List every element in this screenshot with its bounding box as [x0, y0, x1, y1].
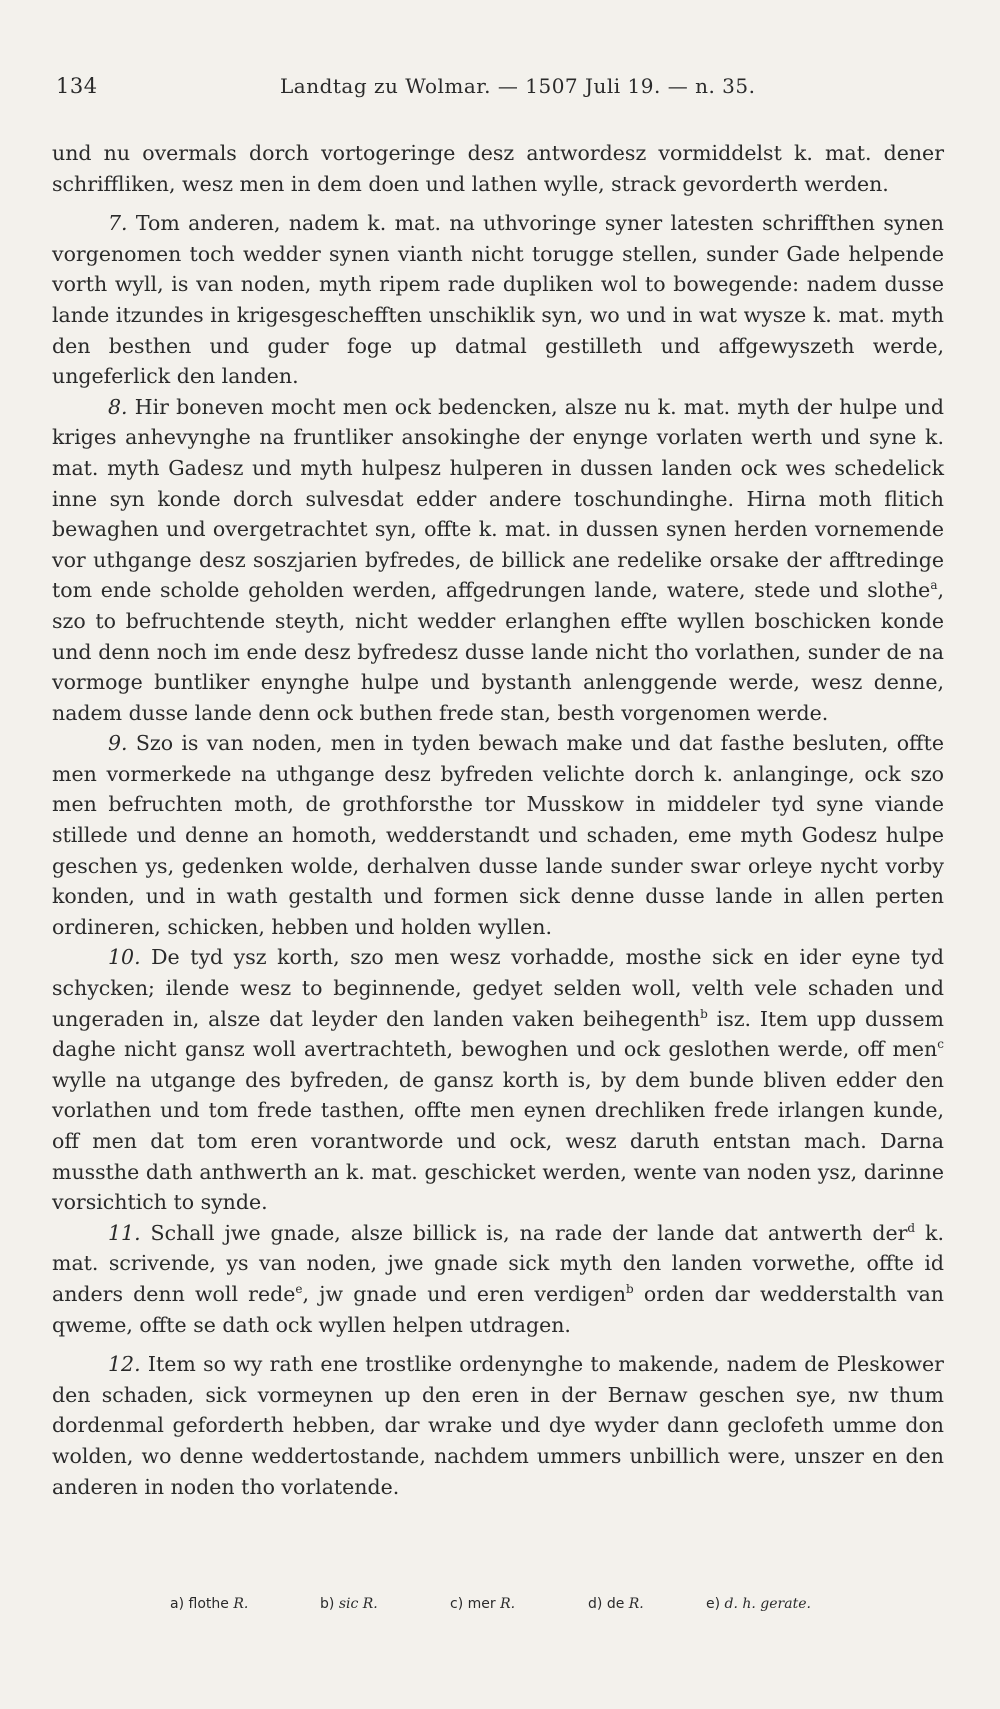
footnote-marker[interactable]: b — [626, 1282, 634, 1297]
paragraph-9: 9. Szo is van noden, men in tyden bewach make und dat fasthe besluten, offte men vormerkede na uthgange desz byfreden velichte dorch k. anlanginge, ock szo men befruchten moth, de grothforsthe tor Musskow in middeler tyd syne viande stillede und denne an homoth, wedderstandt und schaden, eme myth Godesz hulpe geschen ys, gedenken wolde, derhalven dusse lande sunder swar orleye nycht vorby konden, und in wath gestalth und formen sick denne dusse lande in allen perten ordineren, schicken, hebben und holden wyllen. — [52, 731, 944, 939]
footnote-e: e) d. h. gerate. — [706, 1596, 811, 1612]
footnote-marker[interactable]: d — [907, 1220, 916, 1235]
paragraph-number: 10. — [108, 945, 141, 970]
paragraph-number: 7. — [108, 211, 128, 236]
body-text — [52, 138, 944, 1502]
footnote-c: c) mer R. — [450, 1596, 516, 1612]
paragraph-7: 7. Tom anderen, nadem k. mat. na uthvoringe syner latesten schriffthen synen vorgenomen toch wedder synen vianth nicht torugge stellen, sunder Gade helpende vorth wyll, is van noden, myth ripem rade dupliken wol to bowegende: nadem dusse lande itzundes in krigesgeschefften unschiklik syn, wo und in wat wysze k. mat. myth den besthen und guder foge up datmal gestilleth und affgewyszeth werde, ungeferlick den landen. — [52, 211, 944, 389]
paragraph-number: 11. — [108, 1220, 141, 1245]
footnote-marker[interactable]: b — [700, 1006, 708, 1021]
page-header — [52, 74, 944, 108]
running-title: Landtag zu Wolmar. — 1507 Juli 19. — n. 35. — [280, 74, 756, 98]
footnote-marker[interactable]: e — [295, 1282, 303, 1297]
footnote-marker[interactable]: a — [930, 578, 938, 593]
paragraph-continuation: und nu overmals dorch vortogeringe desz antwordesz vormiddelst k. mat. dener schriffliken, wesz men in dem doen und lathen wylle, strack gevorderth werden. — [52, 141, 944, 196]
paragraph-11: 11. Schall jwe gnade, alsze billick is, na rade der lande dat antwerth der$^d$ k. mat. scrivende, ys van noden, jwe gnade sick myth den landen vorwethe, offte id anders denn woll rede$^e$, jw gnade und eren verdigen$^b$ orden dar wedderstalth van qweme, offte se dath ock wyllen helpen utdragen. — [52, 1220, 944, 1337]
footnote-d: d) de R. — [588, 1596, 644, 1612]
paragraph-number: 12. — [108, 1352, 141, 1377]
paragraph-number: 8. — [108, 394, 128, 419]
footnotes — [52, 1596, 944, 1620]
paragraph-number: 9. — [108, 731, 128, 756]
paragraph-8: 8. Hir boneven mocht men ock bedencken, alsze nu k. mat. myth der hulpe und kriges anhevynghe na fruntliker ansokinghe der enynge vorlaten werth und syne k. mat. myth Gadesz und myth hulpesz hulperen in dussen landen ock wes schedelick inne syn konde dorch sulvesdat edder andere toschundinghe. Hirna moth flitich bewaghen und overgetrachtet syn, offte k. mat. in dussen synen herden vornemende vor uthgange desz soszjarien byfredes, de billick ane redelike orsake der afftredinge tom ende scholde geholden werden, affgedrungen lande, watere, stede und slothe$^a$, szo to befruchtende steyth, nicht wedder erlanghen effte wyllen boschicken konde und denn noch im ende desz byfredesz dusse lande nicht tho vorlathen, sunder de na vormoge buntliker enynghe hulpe und bystanth anlenggende werde, wesz denne, nadem dusse lande denn ock buthen frede stan, besth vorgenomen werde. — [52, 394, 944, 725]
paragraph-12: 12. Item so wy rath ene trostlike ordenynghe to makende, nadem de Pleskower den schaden, sick vormeynen up den eren in der Bernaw geschen sye, nw thum dordenmal geforderth hebben, dar wrake und dye wyder dann geclofeth umme don wolden, wo denne weddertostande, nachdem ummers unbillich were, unszer en den anderen in noden tho vorlatende. — [52, 1352, 944, 1499]
document-page — [52, 0, 944, 1709]
paragraph-10: 10. De tyd ysz korth, szo men wesz vorhadde, mosthe sick en ider eyne tyd schycken; ilende wesz to beginnende, gedyet selden woll, velth vele schaden und ungeraden in, alsze dat leyder den landen vaken beihegenth$^b$ isz. Item upp dussem daghe nicht gansz woll avertrachteth, bewoghen und ock geslothen werde, off men$^c$ wylle na utgange des byfreden, de gansz korth is, by dem bunde bliven edder den vorlathen und tom frede tasthen, offte men eynen drechliken frede irlangen kunde, off men dat tom eren vorantworde und ock, wesz daruth entstan mach. Darna mussthe dath anthwerth an k. mat. geschicket werden, wente van noden ysz, darinne vorsichtich to synde. — [52, 945, 944, 1215]
footnote-b: b) sic R. — [320, 1596, 378, 1612]
footnote-marker[interactable]: c — [937, 1037, 944, 1052]
footnote-a: a) flothe R. — [170, 1596, 249, 1612]
page-number: 134 — [56, 74, 98, 98]
